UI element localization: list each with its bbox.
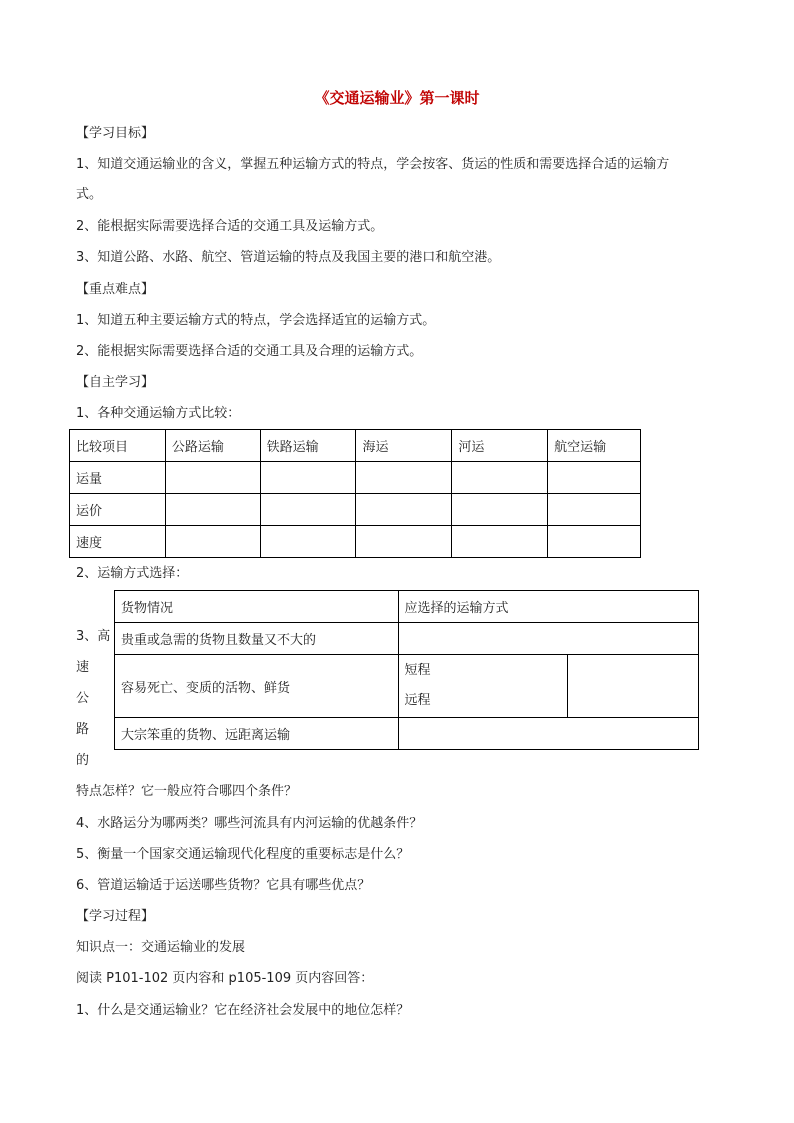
table-header-cell: 比较项目 <box>70 430 166 462</box>
question-4: 4、水路运分为哪两类？哪些河流具有内河运输的优越条件？ <box>76 816 423 831</box>
question-5: 5、衡量一个国家交通运输现代化程度的重要标志是什么？ <box>76 847 410 862</box>
blank-cell <box>165 526 260 558</box>
blank-cell <box>452 494 548 526</box>
question-3-tail: 特点怎样？它一般应符合哪四个条件？ <box>76 784 298 799</box>
reading-instruction: 阅读 P101-102 页内容和 p105-109 页内容回答： <box>76 971 374 986</box>
short-distance-label: 短程 <box>404 663 431 678</box>
question-2: 2、运输方式选择： <box>76 566 189 581</box>
transport-selection-table <box>114 590 699 750</box>
table-row <box>115 718 699 750</box>
section-heading-key-points: 【重点难点】 <box>76 282 155 297</box>
table-row <box>70 526 641 558</box>
table-header-cell: 海运 <box>356 430 452 462</box>
blank-cell <box>356 526 452 558</box>
blank-cell <box>452 462 548 494</box>
blank-cell <box>356 462 452 494</box>
blank-cell <box>260 494 356 526</box>
question-3-char: 公 <box>76 691 90 706</box>
table-header-cell: 铁路运输 <box>260 430 356 462</box>
table-header-row <box>70 430 641 462</box>
row-label: 速度 <box>70 526 166 558</box>
question-3-char: 3、高 <box>76 629 111 644</box>
table-header-cell: 河运 <box>452 430 548 462</box>
knowledge-point-1: 知识点一：交通运输业的发展 <box>76 940 246 955</box>
table-row <box>70 462 641 494</box>
blank-cell <box>165 494 260 526</box>
distance-cell <box>398 655 568 718</box>
question-1: 1、各种交通运输方式比较： <box>76 406 241 421</box>
blank-cell <box>260 526 356 558</box>
table-header-cell: 公路运输 <box>165 430 260 462</box>
question-3-char: 速 <box>76 660 90 675</box>
blank-cell <box>452 526 548 558</box>
goods-cell: 容易死亡、变质的活物、鲜货 <box>115 655 399 718</box>
blank-cell <box>398 623 698 655</box>
table-row <box>115 655 699 718</box>
goods-cell: 贵重或急需的货物且数量又不大的 <box>115 623 399 655</box>
blank-cell <box>260 462 356 494</box>
key-point-1: 1、知道五种主要运输方式的特点，学会选择适宜的运输方式。 <box>76 313 436 328</box>
section-heading-self-study: 【自主学习】 <box>76 375 155 390</box>
table-header-cell: 应选择的运输方式 <box>398 591 698 623</box>
goal-1-line-1: 1、知道交通运输业的含义，掌握五种运输方式的特点，学会按客、货运的性质和需要选择合适的运输方 <box>76 157 670 172</box>
blank-cell <box>548 462 641 494</box>
blank-cell <box>568 655 699 718</box>
blank-cell <box>398 718 698 750</box>
transport-comparison-table <box>69 429 641 558</box>
blank-cell <box>165 462 260 494</box>
table-row <box>115 623 699 655</box>
section-heading-process: 【学习过程】 <box>76 909 155 924</box>
goods-cell: 大宗笨重的货物、远距离运输 <box>115 718 399 750</box>
goal-1-line-2: 式。 <box>76 187 103 202</box>
table-header-cell: 航空运输 <box>548 430 641 462</box>
question-6: 6、管道运输适于运送哪些货物？它具有哪些优点？ <box>76 878 371 893</box>
blank-cell <box>548 494 641 526</box>
table-header-cell: 货物情况 <box>115 591 399 623</box>
goal-3: 3、知道公路、水路、航空、管道运输的特点及我国主要的港口和航空港。 <box>76 250 501 265</box>
table-row <box>70 494 641 526</box>
question-3-char: 路 <box>76 722 90 737</box>
row-label: 运价 <box>70 494 166 526</box>
row-label: 运量 <box>70 462 166 494</box>
long-distance-label: 远程 <box>404 693 431 708</box>
process-question-1: 1、什么是交通运输业？它在经济社会发展中的地位怎样？ <box>76 1003 410 1018</box>
blank-cell <box>548 526 641 558</box>
key-point-2: 2、能根据实际需要选择合适的交通工具及合理的运输方式。 <box>76 344 423 359</box>
section-heading-goals: 【学习目标】 <box>76 126 155 141</box>
goal-2: 2、能根据实际需要选择合适的交通工具及运输方式。 <box>76 219 384 234</box>
table-header-row <box>115 591 699 623</box>
blank-cell <box>356 494 452 526</box>
question-3-char: 的 <box>76 753 90 768</box>
page-title: 《交通运输业》第一课时 <box>314 89 480 107</box>
